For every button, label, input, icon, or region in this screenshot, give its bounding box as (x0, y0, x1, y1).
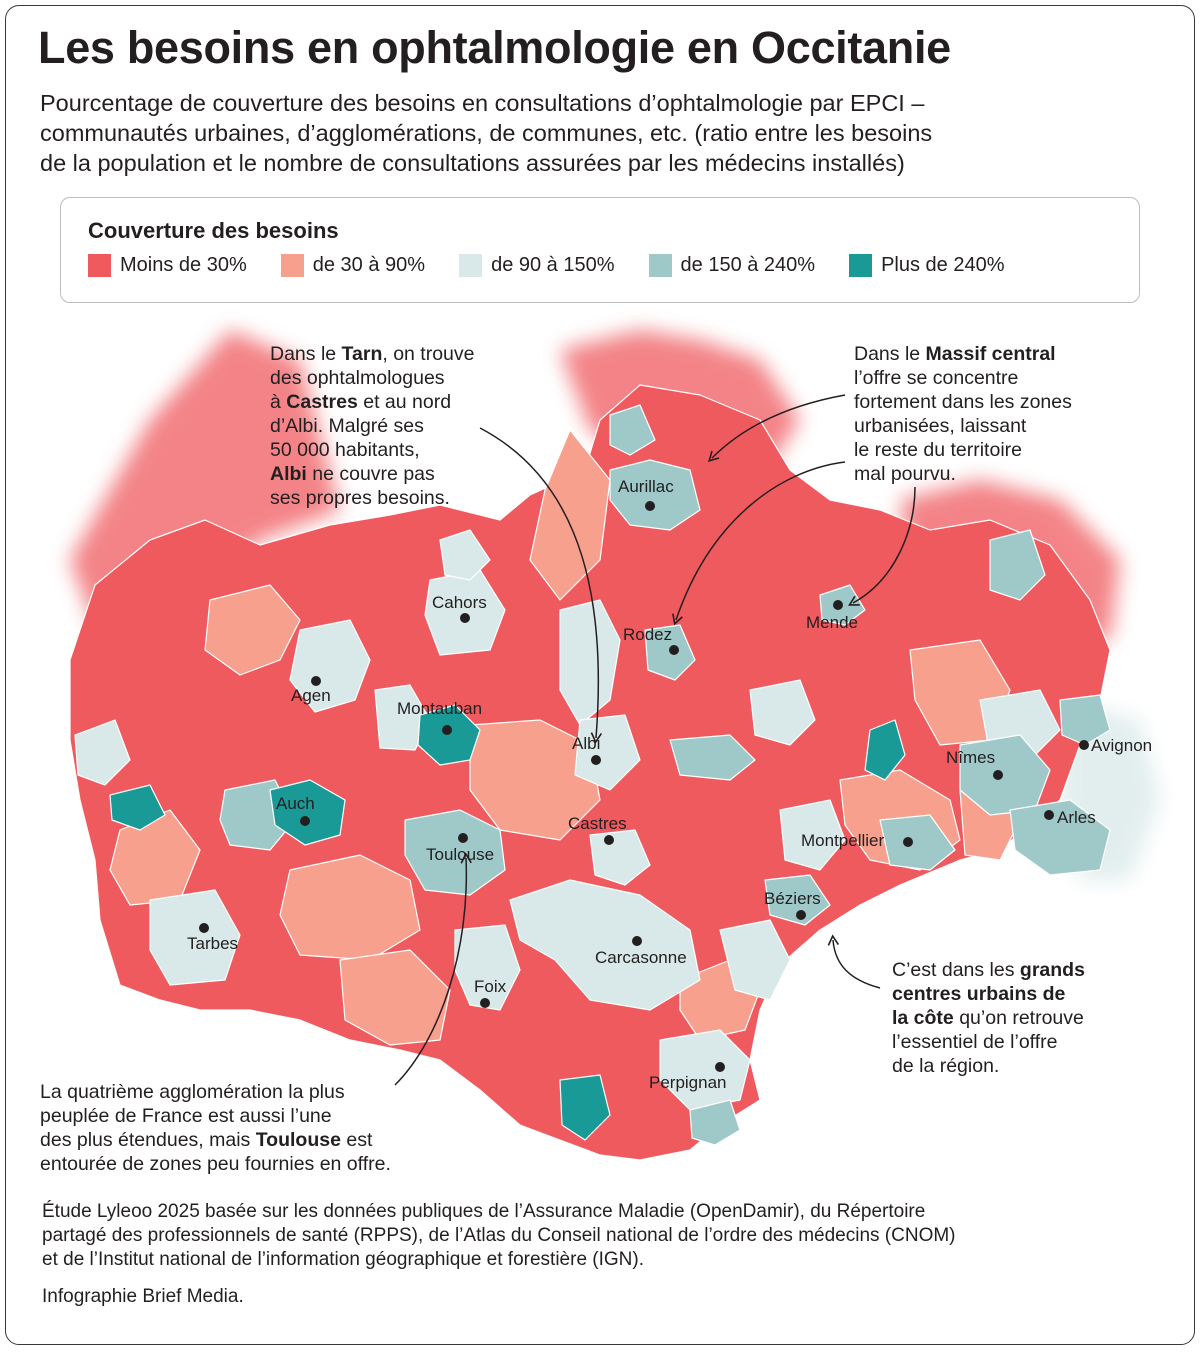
legend-item-low (88, 254, 247, 277)
svg-text:Foix: Foix (474, 977, 507, 996)
legend-swatch (281, 254, 304, 277)
credit-line: Infographie Brief Media. (42, 1286, 244, 1307)
legend-item-high (649, 254, 816, 277)
subtitle (40, 88, 1150, 178)
legend-item-very-high (849, 254, 1004, 277)
svg-text:Arles: Arles (1057, 808, 1096, 827)
legend-swatch (649, 254, 672, 277)
legend-swatch (849, 254, 872, 277)
svg-text:Montauban: Montauban (397, 699, 483, 718)
svg-text:Tarbes: Tarbes (187, 934, 239, 953)
subtitle-line: communautés urbaines, d’agglomérations, de communes, etc. (ratio entre les besoins (40, 120, 933, 146)
arrow-coast (833, 940, 880, 988)
legend-label: Moins de 30% (120, 254, 247, 276)
legend (60, 197, 1140, 303)
svg-text:Montpellier: Montpellier (801, 831, 885, 850)
callout-coast: C’est dans les grands centres urbains de la côte qu’on retrouve l’essentiel de l’offre de la région. (892, 959, 1085, 1077)
svg-text:Avignon: Avignon (1091, 736, 1153, 755)
svg-text:Auch: Auch (276, 794, 315, 813)
legend-item-low-mid (281, 254, 425, 277)
svg-text:Aurillac: Aurillac (618, 477, 674, 496)
svg-text:Toulouse: Toulouse (426, 845, 495, 864)
legend-label: de 90 à 150% (491, 254, 615, 276)
svg-text:Carcasonne: Carcasonne (595, 948, 687, 967)
subtitle-line: de la population et le nombre de consultations assurées par les médecins installés) (40, 150, 905, 176)
callout-massif-central: Dans le Massif central l’offre se concentre fortement dans les zones urbanisées, laissant le reste du territoire mal pourvu. (854, 343, 1072, 485)
legend-item-mid (459, 254, 614, 277)
legend-label: de 150 à 240% (680, 254, 816, 276)
svg-text:Albi: Albi (572, 734, 601, 753)
svg-text:Agen: Agen (291, 686, 331, 705)
svg-text:Béziers: Béziers (764, 889, 821, 908)
callout-tarn: Dans le Tarn, on trouve des ophtalmologues à Castres et au nord d’Albi. Malgré ses 50 000 habitants, Albi ne couvre pas ses propres besoins. (270, 343, 475, 509)
svg-text:Rodez: Rodez (623, 625, 673, 644)
svg-text:Perpignan: Perpignan (649, 1073, 727, 1092)
legend-swatch (88, 254, 111, 277)
footer-line: et de l’Institut national de l’information géographique et forestière (IGN). (42, 1249, 644, 1270)
svg-text:Mende: Mende (806, 613, 858, 632)
footer-line: partagé des professionnels de santé (RPPS), de l’Atlas du Conseil national de l’ordre des médecins (CNOM) (42, 1225, 956, 1246)
legend-label: de 30 à 90% (312, 254, 426, 276)
legend-title: Couverture des besoins (88, 218, 339, 243)
svg-text:Castres: Castres (568, 814, 627, 833)
page-title: Les besoins en ophtalmologie en Occitanie (38, 22, 951, 73)
legend-label: Plus de 240% (881, 254, 1005, 276)
callout-toulouse: La quatrième agglomération la plus peuplée de France est aussi l’une des plus étendues, mais Toulouse est entourée de zones peu fournies en offre. (40, 1081, 391, 1175)
source-footer (42, 1200, 956, 1272)
legend-items (88, 254, 1005, 277)
legend-swatch (459, 254, 482, 277)
svg-text:Nîmes: Nîmes (946, 748, 996, 767)
footer-line: Étude Lyleoo 2025 basée sur les données publiques de l’Assurance Maladie (OpenDamir), du Répertoire (42, 1201, 926, 1222)
svg-text:Cahors: Cahors (432, 593, 487, 612)
subtitle-line: Pourcentage de couverture des besoins en consultations d’ophtalmologie par EPCI – (40, 90, 925, 116)
